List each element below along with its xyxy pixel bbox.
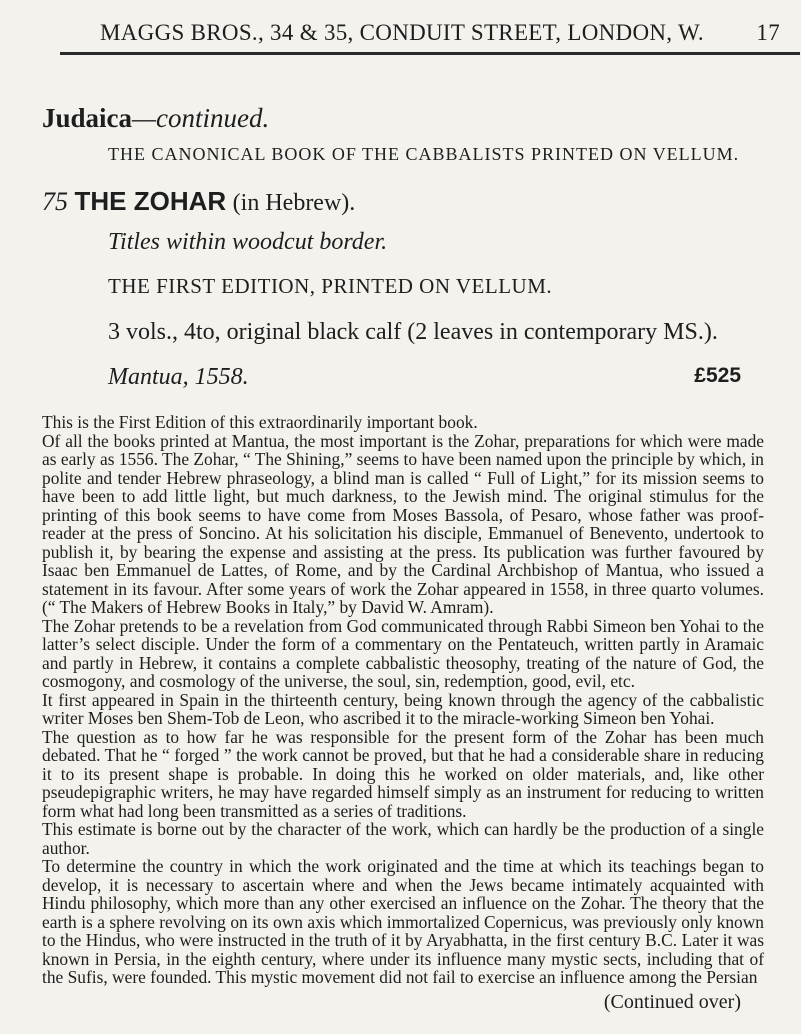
paragraph: It first appeared in Spain in the thirteenth century, being known through the agency of the cabbalistic writer Moses ben Shem-Tob de Leon, who ascribed it to the miracle-working Simeon ben Yohai. xyxy=(42,689,764,728)
description-line-1: Titles within woodcut border. xyxy=(108,229,388,255)
paragraph: This estimate is borne out by the character of the work, which can hardly be the production of a single author. xyxy=(42,819,764,858)
page-number: 17 xyxy=(756,20,780,45)
running-head xyxy=(100,20,780,46)
lot-title: THE ZOHAR xyxy=(74,186,227,216)
price: £525 xyxy=(694,364,741,387)
continued-note: (Continued over) xyxy=(603,991,741,1013)
body-text xyxy=(42,413,764,987)
description-line-4: Mantua, 1558. xyxy=(108,364,249,390)
page-header xyxy=(0,0,801,78)
description-line-2: THE FIRST EDITION, PRINTED ON VELLUM. xyxy=(108,274,553,298)
paragraph: This is the First Edition of this extraordinarily important book. xyxy=(42,412,478,432)
section-title xyxy=(42,103,269,134)
header-rule xyxy=(60,52,800,55)
running-head-text: MAGGS BROS., 34 & 35, CONDUIT STREET, LONDON, W. xyxy=(100,20,704,45)
lot-subtitle: THE CANONICAL BOOK OF THE CABBALISTS PRINTED ON VELLUM. xyxy=(108,144,740,164)
paragraph: To determine the country in which the work originated and the time at which its teachings began to develop, it is necessary to ascertain where and when the Jews became intimately acquainted with Hindu philosophy, which more than any other exercised an influence on the Zohar. The theory that the earth is a sphere revolving on its own axis which immortalized Copernicus, was previously only known to the Hindus, who were instructed in the truth of it by Aryabhatta, in the first century B.C. Later it was known in Persia, in the eighth century, where under its influence many mystic sects, including that of the Sufis, were founded. This mystic movement did not fail to exercise an influence among the Persian xyxy=(42,856,764,987)
lot-note: (in Hebrew). xyxy=(232,190,356,216)
section-title-suffix: —continued. xyxy=(132,103,270,133)
paragraph: The Zohar pretends to be a revelation from God communicated through Rabbi Simeon ben Yohai to the latter’s select disciple. Under the form of a commentary on the Pentateuch, written partly in Aramaic and partly in Hebrew, it contains a complete cabbalistic theosophy, treating of the nature of God, the cosmogony, and cosmology of the universe, the soul, sin, redemption, good, evil, etc. xyxy=(42,615,764,691)
lot-number: 75 xyxy=(42,187,68,216)
paragraph: Of all the books printed at Mantua, the most important is the Zohar, preparations for which were made as early as 1556. The Zohar, “ The Shining,” seems to have been named upon the principle by which, in polite and tender Hebrew phraseology, a blind man is called “ Full of Light,” for its mission seems to have been to add little light, but much darkness, to the Jewish mind. The original stimulus for the printing of this book seems to have come from Moses Bassola, of Pesaro, whose father was proof-reader at the press of Soncino. At his solicitation his disciple, Emmanuel of Benevento, undertook to publish it, by bearing the expense and assisting at the press. Its publication was further favoured by Isaac ben Emmanuel de Lattes, of Rome, and by the Cardinal Archbishop of Mantua, who issued a statement in its favour. After some years of work the Zohar appeared in 1558, in three quarto volumes. (“ The Makers of Hebrew Books in Italy,” by David W. Amram). xyxy=(42,430,764,617)
paragraph: The question as to how far he was responsible for the present form of the Zohar has been much debated. That he “ forged ” the work cannot be proved, but that he had a considerable share in reducing it to its present shape is probable. In doing this he worked on older materials, and, like other pseudepigraphic writers, he may have regarded himself simply as an instrument for reducing to written form what had long been transmitted as a series of traditions. xyxy=(42,726,764,821)
section-title-main: Judaica xyxy=(42,103,133,133)
lot-heading xyxy=(42,186,355,217)
description-line-3: 3 vols., 4to, original black calf (2 leaves in contemporary MS.). xyxy=(108,319,718,345)
